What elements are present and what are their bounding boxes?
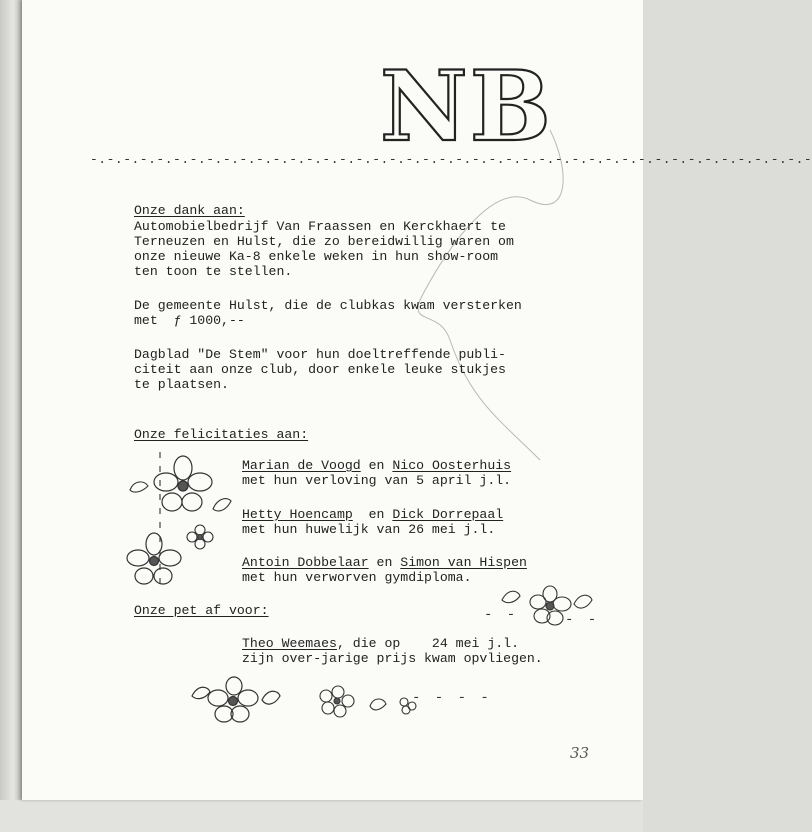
thanks-para1-line1: Automobielbedrijf Van Fraassen en Kerckhaert te	[134, 219, 506, 234]
congrats-heading: Onze felicitaties aan:	[134, 427, 309, 442]
congrats-entry-2-name1: Hetty Hoencamp	[242, 507, 353, 522]
hand-drawn-dashes: - - - -	[412, 690, 492, 706]
congrats-entry-3-name2: Simon van Hispen	[400, 555, 527, 570]
hand-drawn-dashes: - -	[565, 612, 600, 628]
hats-off-line1-rest: , die op 24 mei j.l.	[336, 636, 519, 651]
nb-heading-text: NB	[380, 50, 553, 163]
nb-heading	[380, 50, 553, 163]
thanks-para3-line2: citeit aan onze club, door enkele leuke stukjes	[134, 362, 506, 377]
congrats-entry-2-detail: met hun huwelijk van 26 mei j.l.	[242, 522, 496, 537]
thanks-para1-line3: onze nieuwe Ka-8 enkele weken in hun show-room	[134, 249, 499, 264]
congrats-entry-2-name2: Dick Dorrepaal	[392, 507, 504, 522]
congrats-entry-3-name1: Antoin Dobbelaar	[242, 555, 369, 570]
page-number: 33	[570, 744, 590, 762]
thanks-para2-line1: De gemeente Hulst, die de clubkas kwam versterken	[134, 298, 522, 313]
congrats-entry-1-name2: Nico Oosterhuis	[392, 458, 512, 473]
hand-drawn-dashes: - -	[484, 607, 519, 623]
small-flower-doodle-icon	[185, 522, 215, 552]
congrats-entry-3	[242, 555, 527, 570]
thanks-heading: Onze dank aan:	[134, 203, 245, 218]
congrats-entry-1	[242, 458, 511, 473]
thanks-para2-line2: met ƒ 1000,--	[134, 313, 245, 328]
congrats-entry-1-name1: Marian de Voogd	[242, 458, 361, 473]
congrats-entry-2-joiner: en	[352, 507, 393, 522]
congrats-entry-3-joiner: en	[368, 555, 401, 570]
thanks-para1-line4: ten toon te stellen.	[134, 264, 293, 279]
leaf-doodle-icon	[128, 478, 150, 498]
hats-off-name: Theo Weemaes	[242, 636, 337, 651]
leaf-doodle-icon	[210, 495, 234, 517]
hats-off-heading: Onze pet af voor:	[134, 603, 269, 618]
flower-with-leaves-doodle-icon	[190, 676, 285, 726]
dotted-divider: -.-.-.-.-.-.-.-.-.-.-.-.-.-.-.-.-.-.-.-.-.-.-.-.-.-.-.-.-.-.-.-.-.-.-.-.-.-.-.-.-.-.-.-	[90, 152, 812, 167]
hats-off-line1	[242, 636, 519, 651]
thanks-para3-line1: Dagblad "De Stem" voor hun doeltreffende publi-	[134, 347, 506, 362]
scan-bottom-edge	[0, 800, 643, 832]
page-binding	[0, 0, 22, 832]
dashed-stem-decoration	[157, 452, 163, 592]
flower-doodle-icon	[124, 530, 184, 590]
congrats-entry-2	[242, 507, 503, 522]
congrats-entry-3-detail: met hun verworven gymdiploma.	[242, 570, 472, 585]
hats-off-line2: zijn over-jarige prijs kwam opvliegen.	[242, 651, 543, 666]
congrats-entry-1-detail: met hun verloving van 5 april j.l.	[242, 473, 512, 488]
thanks-para3-line3: te plaatsen.	[134, 377, 229, 392]
congrats-entry-1-joiner: en	[360, 458, 393, 473]
thanks-para1-line2: Terneuzen en Hulst, die zo bereidwillig waren om	[134, 234, 514, 249]
